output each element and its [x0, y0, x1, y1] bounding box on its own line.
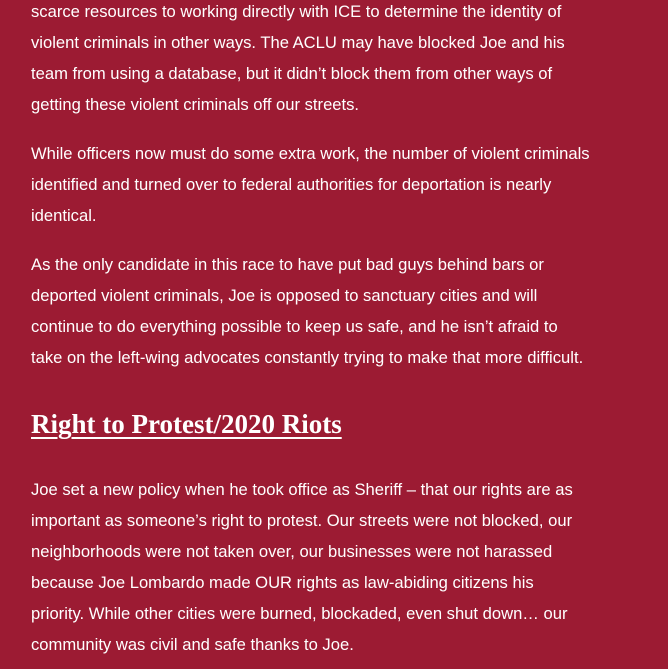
text-line: As the only candidate in this race to have put bad guys behind bars or	[31, 255, 544, 274]
text-line: violent criminals in other ways. The ACLU may have blocked Joe and his	[31, 33, 565, 52]
section-heading: Right to Protest/2020 Riots	[31, 409, 342, 439]
text-line: While officers now must do some extra work, the number of violent criminals	[31, 144, 590, 163]
paragraph-ice-cooperation	[31, 0, 659, 120]
text-line: priority. While other cities were burned, blockaded, even shut down… our	[31, 604, 568, 623]
text-line: team from using a database, but it didn’t block them from other ways of	[31, 64, 553, 83]
text-line: Joe set a new policy when he took office as Sheriff – that our rights are as	[31, 480, 573, 499]
text-line: important as someone’s right to protest. Our streets were not blocked, our	[31, 511, 573, 530]
text-line: identified and turned over to federal authorities for deportation is nearly	[31, 175, 552, 194]
paragraph-sanctuary-cities	[31, 249, 659, 373]
text-line: neighborhoods were not taken over, our businesses were not harassed	[31, 542, 553, 561]
text-line: continue to do everything possible to keep us safe, and he isn’t afraid to	[31, 317, 558, 336]
text-line: identical.	[31, 206, 97, 225]
text-line: take on the left-wing advocates constantly trying to make that more difficult.	[31, 348, 584, 367]
text-line: scarce resources to working directly with ICE to determine the identity of	[31, 2, 562, 21]
text-line: because Joe Lombardo made OUR rights as law-abiding citizens his	[31, 573, 534, 592]
text-line: getting these violent criminals off our streets.	[31, 95, 360, 114]
text-line: community was civil and safe thanks to Joe.	[31, 635, 354, 654]
text-line: deported violent criminals, Joe is opposed to sanctuary cities and will	[31, 286, 538, 305]
paragraph-protest-policy	[31, 474, 659, 660]
paragraph-deportation-numbers	[31, 138, 659, 231]
